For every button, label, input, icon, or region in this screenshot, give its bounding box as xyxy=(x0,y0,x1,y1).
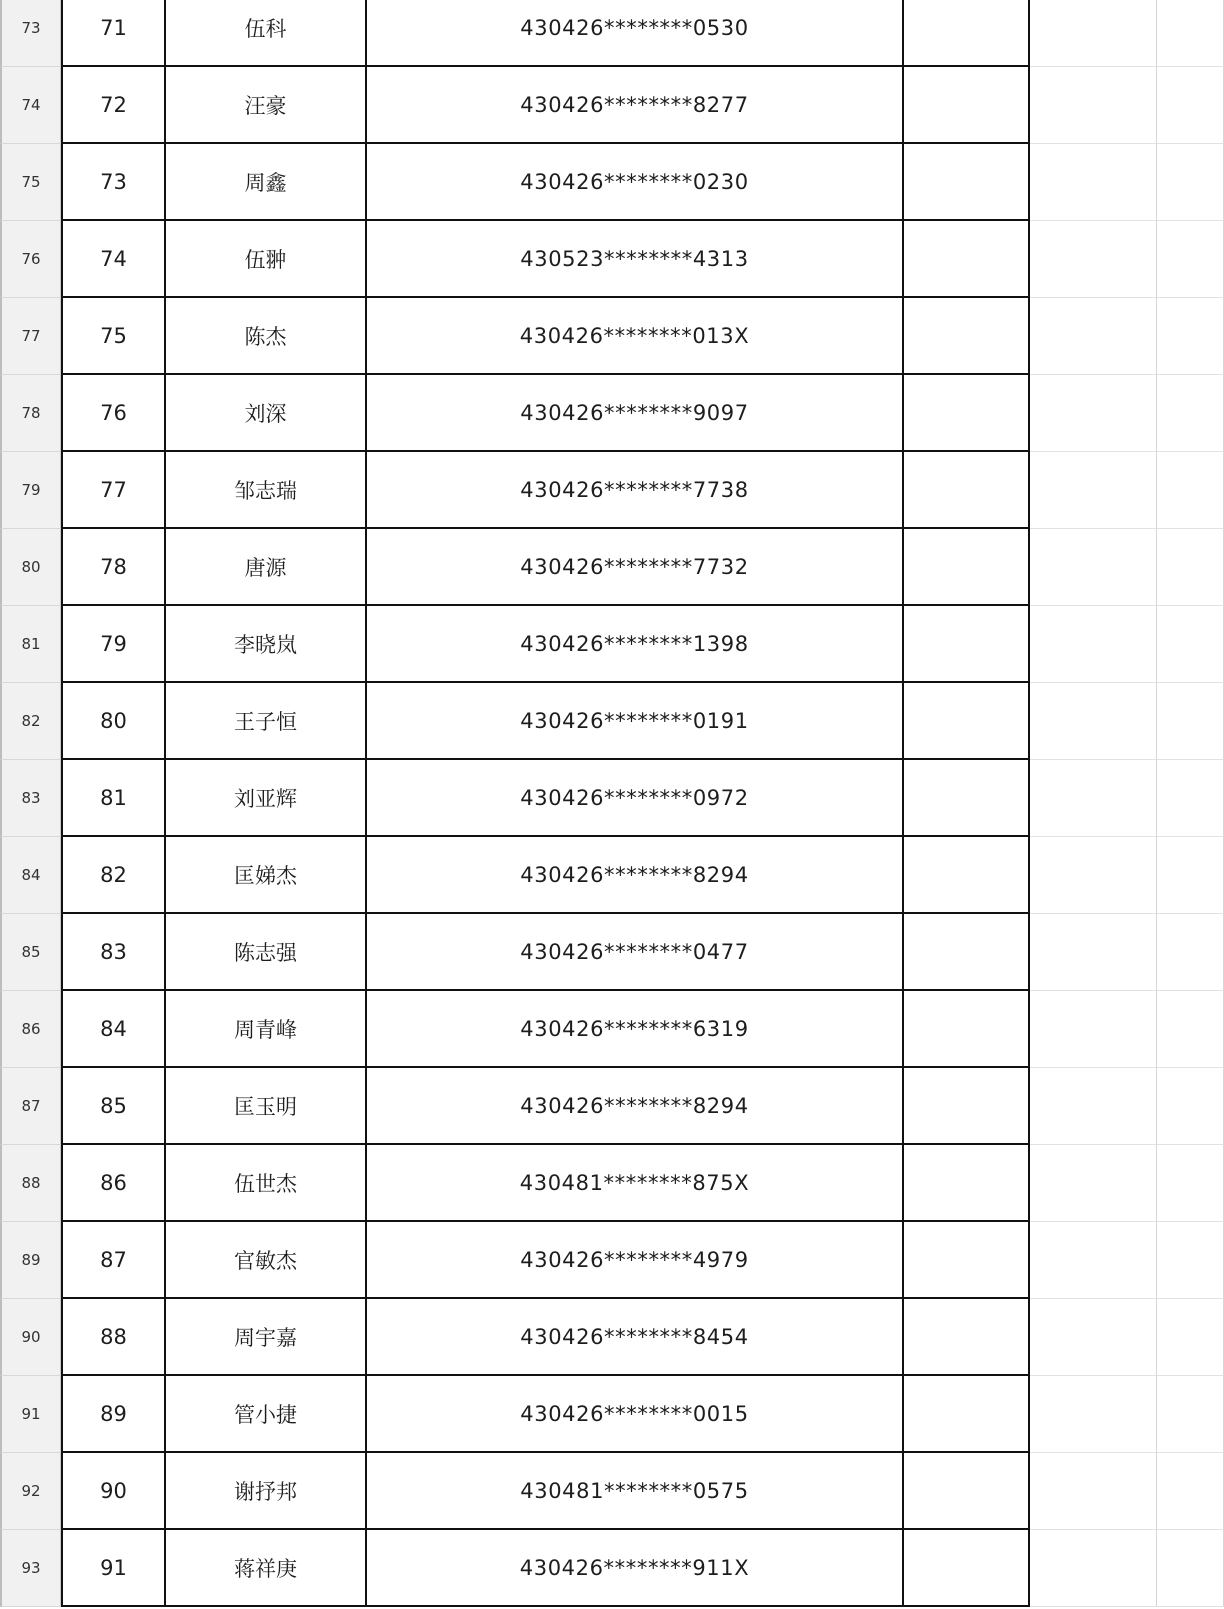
empty-cell[interactable] xyxy=(1157,1530,1224,1607)
seq-cell[interactable]: 90 xyxy=(61,1453,166,1530)
blank-cell[interactable] xyxy=(904,529,1030,606)
row-header[interactable]: 81 xyxy=(0,606,61,683)
seq-cell[interactable]: 87 xyxy=(61,1222,166,1299)
name-cell[interactable]: 陈志强 xyxy=(166,914,367,991)
blank-cell[interactable] xyxy=(904,1453,1030,1530)
blank-cell[interactable] xyxy=(904,1222,1030,1299)
empty-cell[interactable] xyxy=(1157,760,1224,837)
table-row xyxy=(0,529,1224,606)
id-number-cell[interactable]: 430481********875X xyxy=(367,1145,904,1222)
blank-cell[interactable] xyxy=(904,1299,1030,1376)
seq-cell[interactable]: 77 xyxy=(61,452,166,529)
empty-cell[interactable] xyxy=(1030,221,1157,298)
table-row xyxy=(0,0,1224,67)
row-header[interactable]: 89 xyxy=(0,1222,61,1299)
empty-cell[interactable] xyxy=(1157,221,1224,298)
empty-cell[interactable] xyxy=(1157,606,1224,683)
seq-cell[interactable]: 74 xyxy=(61,221,166,298)
name-cell[interactable]: 陈杰 xyxy=(166,298,367,375)
name-cell[interactable]: 刘亚辉 xyxy=(166,760,367,837)
name-cell[interactable]: 匡玉明 xyxy=(166,1068,367,1145)
empty-cell[interactable] xyxy=(1157,991,1224,1068)
name-cell[interactable]: 伍世杰 xyxy=(166,1145,367,1222)
name-cell[interactable]: 伍科 xyxy=(166,0,367,67)
row-header[interactable]: 84 xyxy=(0,837,61,914)
empty-cell[interactable] xyxy=(1157,1299,1224,1376)
blank-cell[interactable] xyxy=(904,1145,1030,1222)
seq-cell[interactable]: 81 xyxy=(61,760,166,837)
seq-cell[interactable]: 91 xyxy=(61,1530,166,1607)
seq-cell[interactable]: 76 xyxy=(61,375,166,452)
empty-cell[interactable] xyxy=(1030,991,1157,1068)
table-row xyxy=(0,837,1224,914)
row-header[interactable]: 75 xyxy=(0,144,61,221)
table-row xyxy=(0,1145,1224,1222)
name-cell[interactable]: 伍翀 xyxy=(166,221,367,298)
blank-cell[interactable] xyxy=(904,837,1030,914)
empty-cell[interactable] xyxy=(1157,1145,1224,1222)
name-cell[interactable]: 刘深 xyxy=(166,375,367,452)
empty-cell[interactable] xyxy=(1030,1453,1157,1530)
name-cell[interactable]: 周宇嘉 xyxy=(166,1299,367,1376)
seq-cell[interactable]: 72 xyxy=(61,67,166,144)
id-number-cell[interactable]: 430426********013X xyxy=(367,298,904,375)
id-number-cell[interactable]: 430426********0530 xyxy=(367,0,904,67)
seq-cell[interactable]: 85 xyxy=(61,1068,166,1145)
table-row xyxy=(0,606,1224,683)
id-number-cell[interactable]: 430426********8277 xyxy=(367,67,904,144)
name-cell[interactable]: 管小捷 xyxy=(166,1376,367,1453)
empty-cell[interactable] xyxy=(1157,144,1224,221)
empty-cell[interactable] xyxy=(1030,298,1157,375)
table-row xyxy=(0,991,1224,1068)
row-header[interactable]: 85 xyxy=(0,914,61,991)
empty-cell[interactable] xyxy=(1030,914,1157,991)
empty-cell[interactable] xyxy=(1157,298,1224,375)
id-number-cell[interactable]: 430426********0477 xyxy=(367,914,904,991)
empty-cell[interactable] xyxy=(1157,837,1224,914)
row-header[interactable]: 91 xyxy=(0,1376,61,1453)
row-header[interactable]: 74 xyxy=(0,67,61,144)
row-header[interactable]: 93 xyxy=(0,1530,61,1607)
name-cell[interactable]: 谢抒邦 xyxy=(166,1453,367,1530)
table-row xyxy=(0,1376,1224,1453)
seq-cell[interactable]: 88 xyxy=(61,1299,166,1376)
name-cell[interactable]: 蒋祥庚 xyxy=(166,1530,367,1607)
seq-cell[interactable]: 82 xyxy=(61,837,166,914)
empty-cell[interactable] xyxy=(1030,606,1157,683)
id-number-cell[interactable]: 430426********0191 xyxy=(367,683,904,760)
row-header[interactable]: 83 xyxy=(0,760,61,837)
seq-cell[interactable]: 89 xyxy=(61,1376,166,1453)
empty-cell[interactable] xyxy=(1157,683,1224,760)
table-row xyxy=(0,683,1224,760)
blank-cell[interactable] xyxy=(904,1376,1030,1453)
blank-cell[interactable] xyxy=(904,1068,1030,1145)
table-row xyxy=(0,1222,1224,1299)
name-cell[interactable]: 李晓岚 xyxy=(166,606,367,683)
id-number-cell[interactable]: 430426********6319 xyxy=(367,991,904,1068)
table-row xyxy=(0,760,1224,837)
seq-cell[interactable]: 78 xyxy=(61,529,166,606)
blank-cell[interactable] xyxy=(904,221,1030,298)
row-header[interactable]: 86 xyxy=(0,991,61,1068)
blank-cell[interactable] xyxy=(904,0,1030,67)
blank-cell[interactable] xyxy=(904,914,1030,991)
seq-cell[interactable]: 73 xyxy=(61,144,166,221)
empty-cell[interactable] xyxy=(1157,375,1224,452)
row-header[interactable]: 73 xyxy=(0,0,61,67)
seq-cell[interactable]: 71 xyxy=(61,0,166,67)
row-header[interactable]: 80 xyxy=(0,529,61,606)
row-header[interactable]: 87 xyxy=(0,1068,61,1145)
id-number-cell[interactable]: 430426********8294 xyxy=(367,1068,904,1145)
id-number-cell[interactable]: 430426********0230 xyxy=(367,144,904,221)
name-cell[interactable]: 周青峰 xyxy=(166,991,367,1068)
table-row xyxy=(0,298,1224,375)
name-cell[interactable]: 王子恒 xyxy=(166,683,367,760)
empty-cell[interactable] xyxy=(1030,67,1157,144)
blank-cell[interactable] xyxy=(904,375,1030,452)
table-row xyxy=(0,1530,1224,1607)
empty-cell[interactable] xyxy=(1157,1453,1224,1530)
empty-cell[interactable] xyxy=(1157,529,1224,606)
blank-cell[interactable] xyxy=(904,683,1030,760)
table-row xyxy=(0,221,1224,298)
row-header[interactable]: 92 xyxy=(0,1453,61,1530)
blank-cell[interactable] xyxy=(904,991,1030,1068)
id-number-cell[interactable]: 430426********9097 xyxy=(367,375,904,452)
id-number-cell[interactable]: 430426********7732 xyxy=(367,529,904,606)
seq-cell[interactable]: 75 xyxy=(61,298,166,375)
id-number-cell[interactable]: 430426********0015 xyxy=(367,1376,904,1453)
blank-cell[interactable] xyxy=(904,606,1030,683)
row-header[interactable]: 78 xyxy=(0,375,61,452)
table-row xyxy=(0,1453,1224,1530)
empty-cell[interactable] xyxy=(1157,0,1224,67)
row-header[interactable]: 88 xyxy=(0,1145,61,1222)
row-header[interactable]: 90 xyxy=(0,1299,61,1376)
empty-cell[interactable] xyxy=(1030,1222,1157,1299)
id-number-cell[interactable]: 430426********8454 xyxy=(367,1299,904,1376)
empty-cell[interactable] xyxy=(1157,1222,1224,1299)
name-cell[interactable]: 周鑫 xyxy=(166,144,367,221)
blank-cell[interactable] xyxy=(904,760,1030,837)
seq-cell[interactable]: 80 xyxy=(61,683,166,760)
id-number-cell[interactable]: 430426********8294 xyxy=(367,837,904,914)
empty-cell[interactable] xyxy=(1030,1068,1157,1145)
blank-cell[interactable] xyxy=(904,1530,1030,1607)
table-row xyxy=(0,1068,1224,1145)
empty-cell[interactable] xyxy=(1157,1376,1224,1453)
empty-cell[interactable] xyxy=(1030,1145,1157,1222)
empty-cell[interactable] xyxy=(1030,1299,1157,1376)
seq-cell[interactable]: 86 xyxy=(61,1145,166,1222)
blank-cell[interactable] xyxy=(904,452,1030,529)
id-number-cell[interactable]: 430426********1398 xyxy=(367,606,904,683)
blank-cell[interactable] xyxy=(904,144,1030,221)
empty-cell[interactable] xyxy=(1030,452,1157,529)
empty-cell[interactable] xyxy=(1030,0,1157,67)
id-number-cell[interactable]: 430426********911X xyxy=(367,1530,904,1607)
table-row xyxy=(0,375,1224,452)
empty-cell[interactable] xyxy=(1030,837,1157,914)
empty-cell[interactable] xyxy=(1157,67,1224,144)
seq-cell[interactable]: 79 xyxy=(61,606,166,683)
blank-cell[interactable] xyxy=(904,67,1030,144)
row-header[interactable]: 77 xyxy=(0,298,61,375)
empty-cell[interactable] xyxy=(1157,914,1224,991)
empty-cell[interactable] xyxy=(1157,1068,1224,1145)
empty-cell[interactable] xyxy=(1030,144,1157,221)
empty-cell[interactable] xyxy=(1030,1530,1157,1607)
table-row xyxy=(0,914,1224,991)
empty-cell[interactable] xyxy=(1157,452,1224,529)
empty-cell[interactable] xyxy=(1030,529,1157,606)
row-header[interactable]: 76 xyxy=(0,221,61,298)
table-row xyxy=(0,1299,1224,1376)
table-row xyxy=(0,144,1224,221)
id-number-cell[interactable]: 430481********0575 xyxy=(367,1453,904,1530)
empty-cell[interactable] xyxy=(1030,1376,1157,1453)
id-number-cell[interactable]: 430523********4313 xyxy=(367,221,904,298)
blank-cell[interactable] xyxy=(904,298,1030,375)
seq-cell[interactable]: 83 xyxy=(61,914,166,991)
empty-cell[interactable] xyxy=(1030,683,1157,760)
empty-cell[interactable] xyxy=(1030,760,1157,837)
id-number-cell[interactable]: 430426********4979 xyxy=(367,1222,904,1299)
id-number-cell[interactable]: 430426********7738 xyxy=(367,452,904,529)
table-row xyxy=(0,67,1224,144)
id-number-cell[interactable]: 430426********0972 xyxy=(367,760,904,837)
seq-cell[interactable]: 84 xyxy=(61,991,166,1068)
name-cell[interactable]: 邹志瑞 xyxy=(166,452,367,529)
name-cell[interactable]: 官敏杰 xyxy=(166,1222,367,1299)
table-row xyxy=(0,452,1224,529)
row-header[interactable]: 82 xyxy=(0,683,61,760)
name-cell[interactable]: 唐源 xyxy=(166,529,367,606)
name-cell[interactable]: 汪豪 xyxy=(166,67,367,144)
row-header[interactable]: 79 xyxy=(0,452,61,529)
empty-cell[interactable] xyxy=(1030,375,1157,452)
name-cell[interactable]: 匡娣杰 xyxy=(166,837,367,914)
